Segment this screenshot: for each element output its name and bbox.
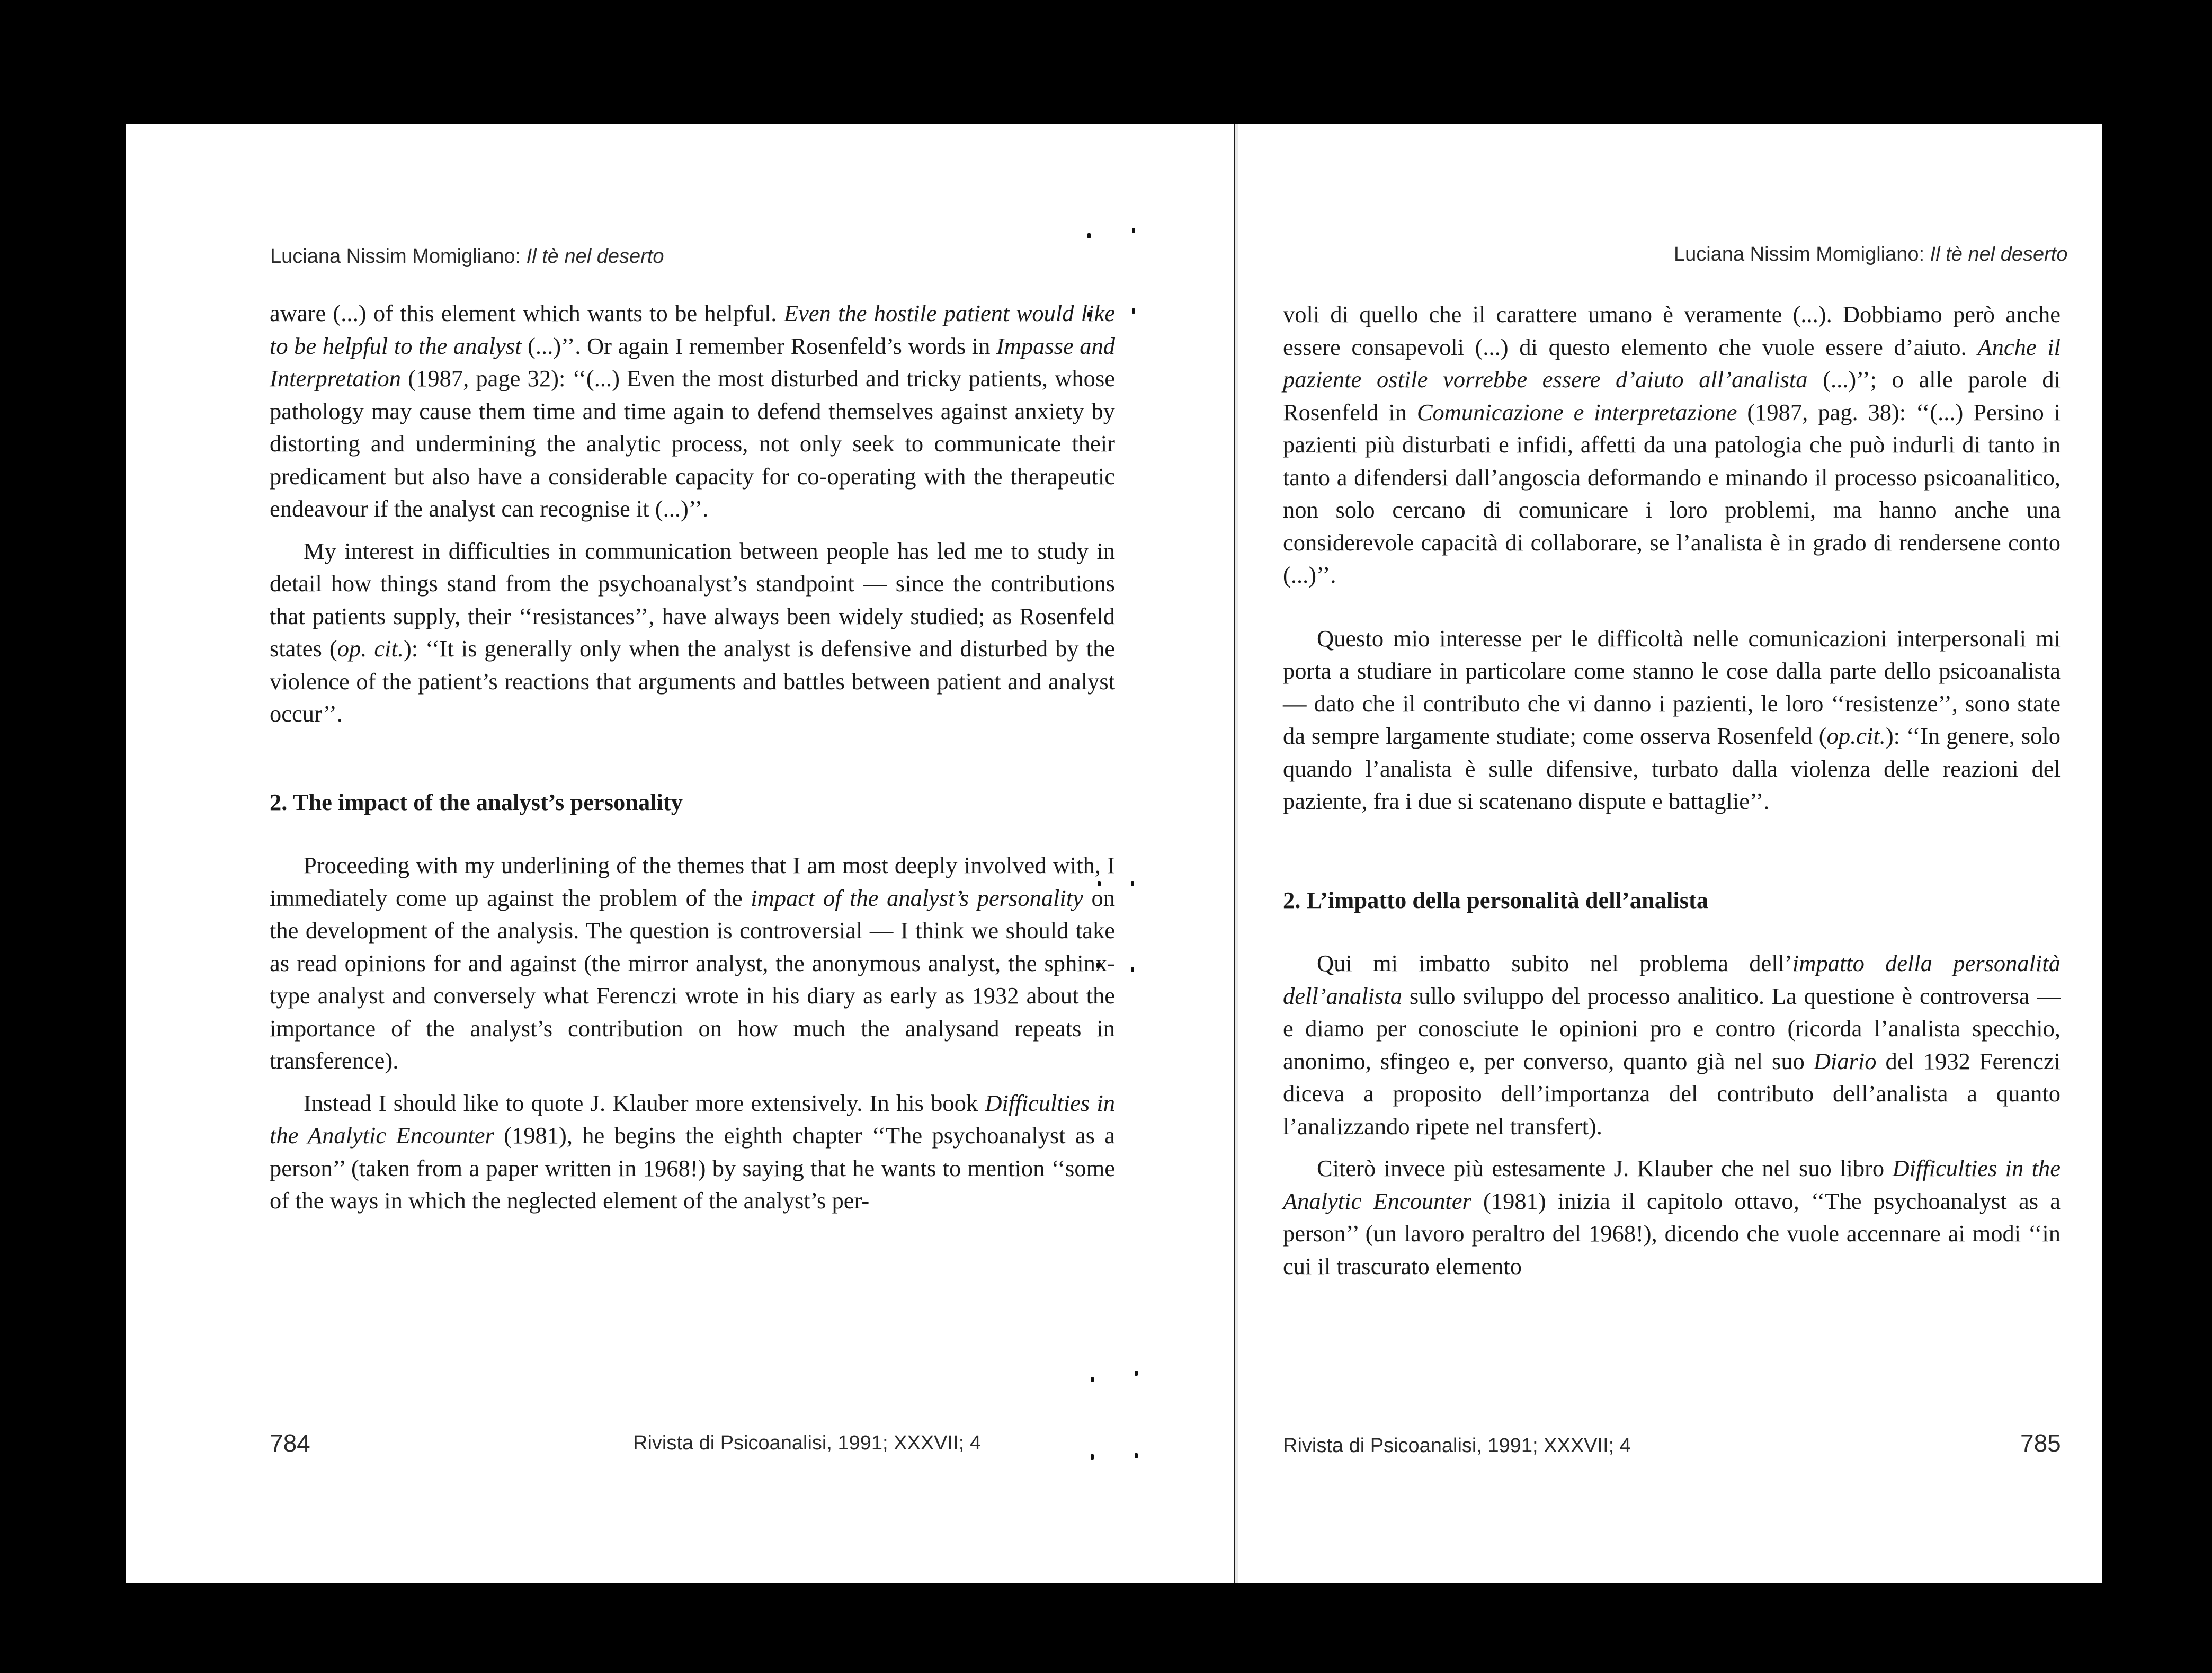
text-run: voli di quello che il carattere umano è veramente (...). Dobbiamo però anche essere consapevoli (...) di questo elemento che vuole essere d’aiuto. bbox=[1283, 301, 2061, 360]
text-run: (1981), he begins the eighth chapter ‘‘The psychoanalyst as a person’’ (taken from a paper written in 1968!) by saying that he wants to mention ‘‘some of the ways in which the neglected element of the analyst’s per- bbox=[270, 1122, 1116, 1214]
right-page bbox=[1238, 124, 2102, 1583]
paragraph bbox=[1283, 622, 2061, 818]
italic-run: op.cit. bbox=[1826, 723, 1886, 749]
paragraph bbox=[1283, 947, 2061, 1143]
text-run: on the development of the analysis. The question is controversial — I think we should take as read opinions for and against (the mirror analyst, the anonymous analyst, the sphinx-type analyst and conversely what Ferenczi wrote in his diary as early as 1932 about the importance of the analyst’s contribution on how much the analysand repeats in transference). bbox=[270, 884, 1116, 1074]
text-run: My interest in difficulties in communication between people has led me to study in detail how things stand from the psychoanalyst’s standpoint — since the contributions that patients supply, their ‘‘resistances’’, have always been widely studied; as Rosenfeld states ( bbox=[270, 537, 1115, 662]
paragraph bbox=[1283, 298, 2061, 592]
running-head-title: Il tè nel deserto bbox=[1930, 243, 2068, 265]
italic-run: Comunicazione e interpretazione bbox=[1416, 398, 1737, 425]
italic-run: Difficulties in the Analytic Encounter bbox=[270, 1089, 1115, 1149]
italic-run: Anche il paziente ostile vorrebbe essere d’aiuto all’analista bbox=[1283, 333, 2061, 393]
left-page bbox=[126, 124, 1234, 1583]
paragraph bbox=[270, 297, 1115, 526]
italic-run: Difficulties in the Analytic Encounter bbox=[1283, 1155, 2061, 1214]
gutter-line bbox=[1234, 124, 1235, 1583]
text-run: (...)’’. Or again I remember Rosenfeld’s words in bbox=[521, 332, 996, 359]
text-run: (1987, pag. 38): ‘‘(...) Persino i pazienti più disturbati e infidi, affetti da una patologia che può indurli di tanto in tanto a difendersi dall’angoscia deformando e minando il processo psicoanalitico, non solo cercano di comunicare i loro problemi, ma hanno anche una considerevole capacità di collaborare, se l’analista è in grado di rendersene conto (...)’’. bbox=[1283, 398, 2061, 588]
italic-run: Diario bbox=[1813, 1047, 1877, 1074]
text-run: del 1932 Ferenczi diceva a proposito dell’importanza del contributo dell’analista a quanto l’analizzando ripete nel transfert). bbox=[1283, 1047, 2061, 1140]
text-run: sullo sviluppo del processo analitico. La questione è controversa — e diamo per conosciute le opinioni pro e contro (ricorda l’analista specchio, anonimo, sfingeo e, per converso, quanto già nel suo bbox=[1283, 982, 2061, 1074]
left-text-block bbox=[270, 297, 1115, 1217]
italic-run: Even the hostile patient would like to be helpful to the analyst bbox=[270, 300, 1115, 359]
page-number: 784 bbox=[270, 1429, 310, 1457]
text-run: aware (...) of this element which wants to be helpful. bbox=[270, 300, 784, 326]
text-run: Qui mi imbatto subito nel problema dell’ bbox=[1317, 950, 1792, 976]
text-run: (1981) inizia il capitolo ottavo, ‘‘The psychoanalyst as a person’’ (un lavoro peraltro del 1968!), dicendo che vuole accennare ai modi ‘‘in cui il trascurato elemento bbox=[1283, 1187, 2061, 1279]
page-number: 785 bbox=[2020, 1429, 2061, 1457]
italic-run: impatto della personalità dell’analista bbox=[1283, 950, 2061, 1009]
right-text-block bbox=[1283, 298, 2061, 1283]
text-run: ): ‘‘It is generally only when the analyst is defensive and disturbed by the violence of the patient’s reactions that arguments and battles between patient and analyst occur’’. bbox=[270, 635, 1115, 727]
paragraph bbox=[270, 1087, 1115, 1217]
text-run: Instead I should like to quote J. Klauber more extensively. In his book bbox=[304, 1089, 985, 1116]
italic-run: op. cit. bbox=[337, 635, 404, 662]
text-run: Questo mio interesse per le difficoltà nelle comunicazioni interpersonali mi porta a studiare in particolare come stanno le cose dalla parte dello psicoanalista — dato che il contributo che vi danno i pazienti, le loro ‘‘resistenze’’, sono state da sempre largamente studiate; come osserva Rosenfeld ( bbox=[1283, 625, 2061, 749]
text-run: (1987, page 32): ‘‘(...) Even the most disturbed and tricky patients, whose pathology may cause them time and time again to defend themselves against anxiety by distorting and undermining the analytic process, not only seek to communicate their predicament but also have a considerable capacity for co-operating with the therapeutic endeavour if the analyst can recognise it (...)’’. bbox=[270, 365, 1115, 522]
running-head bbox=[1674, 243, 2067, 266]
paragraph bbox=[1283, 1152, 2061, 1283]
italic-run: impact of the analyst’s personality bbox=[751, 884, 1083, 911]
text-run: Proceeding with my underlining of the themes that I am most deeply involved with, I immediately come up against the problem of the bbox=[270, 852, 1115, 911]
running-head-title: Il tè nel deserto bbox=[526, 245, 664, 268]
footer-journal: Rivista di Psicoanalisi, 1991; XXXVII; 4 bbox=[1283, 1435, 1631, 1457]
footer-journal: Rivista di Psicoanalisi, 1991; XXXVII; 4 bbox=[633, 1432, 981, 1454]
text-run: Citerò invece più estesamente J. Klauber che nel suo libro bbox=[1317, 1155, 1893, 1181]
running-head-author: Luciana Nissim Momigliano: bbox=[270, 245, 521, 268]
running-head bbox=[270, 245, 664, 268]
book-spread bbox=[126, 124, 2102, 1583]
section-heading: 2. L’impatto della personalità dell’analista bbox=[1283, 886, 1709, 913]
paragraph bbox=[270, 535, 1115, 731]
text-run: (...)’’; o alle parole di Rosenfeld in bbox=[1283, 366, 2061, 425]
text-run: ): ‘‘In genere, solo quando l’analista è sulle difensive, turbato dalla violenza delle reazioni del paziente, fra i due si scatenano dispute e battaglie’’. bbox=[1283, 723, 2061, 814]
section-heading: 2. The impact of the analyst’s personality bbox=[270, 788, 683, 815]
italic-run: Impasse and Interpretation bbox=[270, 332, 1116, 391]
running-head-author: Luciana Nissim Momigliano: bbox=[1674, 243, 1925, 265]
paragraph bbox=[270, 849, 1115, 1078]
